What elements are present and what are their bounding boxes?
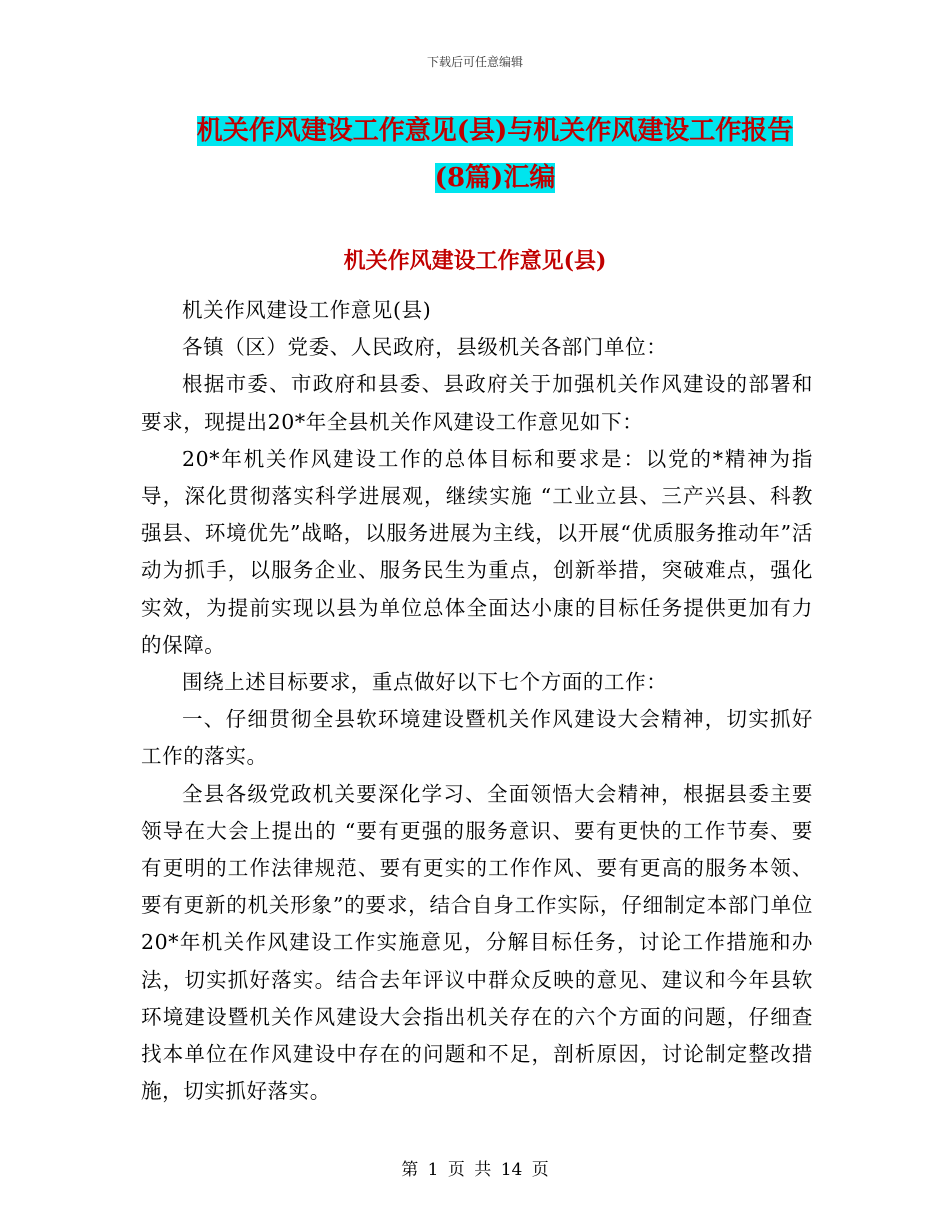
paragraph: 全县各级党政机关要深化学习、全面领悟大会精神，根据县委主要领导在大会上提出的 “要有更强的服务意识、要有更快的工作节奏、要有更明的工作法律规范、要有更实的工作作风、要有更高的服务本领、要有更新的机关形象”的要求，结合自身工作实际，仔细制定本部门单位20*年机关作风建设工作实施意见，分解目标任务，讨论工作措施和办法，切实抓好落实。结合去年评议中群众反映的意见、建议和今年县软环境建设暨机关作风建设大会指出机关存在的六个方面的问题，仔细查找本单位在作风建设中存在的问题和不足，剖析原因，讨论制定整改措施，切实抓好落实。 (141, 781, 813, 1104)
paragraph: 机关作风建设工作意见(县) (182, 298, 432, 322)
document-title-line-1: 机关作风建设工作意见(县)与机关作风建设工作报告 (196, 116, 794, 146)
document-title-line-2: (8篇)汇编 (434, 163, 556, 193)
page-number-footer: 第 1 页 共 14 页 (401, 1160, 549, 1180)
document-body (141, 292, 813, 1110)
paragraph: 一、仔细贯彻全县软环境建设暨机关作风建设大会精神，切实抓好工作的落实。 (141, 707, 813, 769)
page-header-note: 下载后可任意编辑 (426, 55, 523, 69)
paragraph: 围绕上述目标要求，重点做好以下七个方面的工作： (182, 670, 668, 695)
paragraph: 20*年机关作风建设工作的总体目标和要求是：以党的*精神为指导，深化贯彻落实科学进展观，继续实施 “工业立县、三产兴县、科教强县、环境优先”战略，以服务进展为主线，以开展“优质服务推动年”活动为抓手，以服务企业、服务民生为重点，创新举措，突破难点，强化实效，为提前实现以县为单位总体全面达小康的目标任务提供更加有力的保障。 (141, 446, 813, 657)
section-title: 机关作风建设工作意见(县) (343, 248, 607, 274)
paragraph: 各镇（区）党委、人民政府，县级机关各部门单位： (182, 335, 668, 360)
paragraph: 根据市委、市政府和县委、县政府关于加强机关作风建设的部署和要求，现提出20*年全县机关作风建设工作意见如下： (141, 372, 813, 434)
document-title (100, 108, 890, 202)
